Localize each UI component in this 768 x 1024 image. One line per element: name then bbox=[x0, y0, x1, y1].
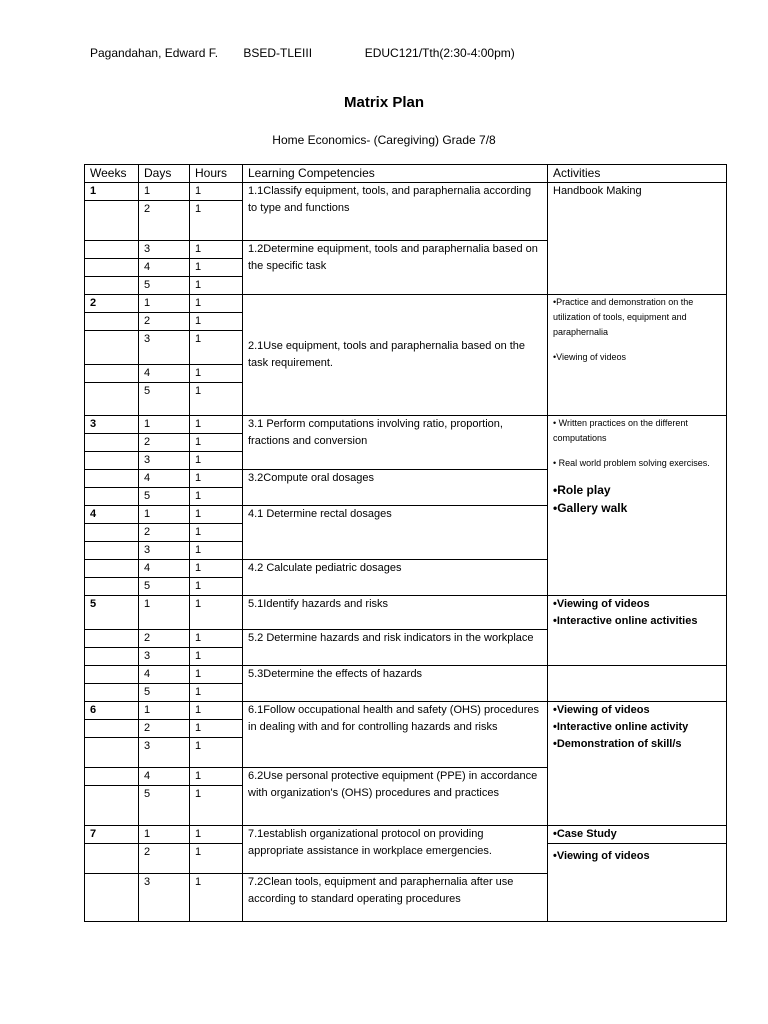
hour-cell: 1 bbox=[190, 666, 243, 684]
day-cell: 2 bbox=[139, 201, 190, 241]
hour-cell: 1 bbox=[190, 241, 243, 259]
hour-cell: 1 bbox=[190, 313, 243, 331]
week-cell bbox=[85, 383, 139, 416]
activity-item: •Demonstration of skill/s bbox=[553, 738, 682, 750]
activity-cell bbox=[548, 844, 727, 922]
document-header bbox=[90, 46, 515, 60]
week-cell: 1 bbox=[85, 183, 139, 201]
week-cell bbox=[85, 488, 139, 506]
hour-cell: 1 bbox=[190, 524, 243, 542]
competency-cell: 4.2 Calculate pediatric dosages bbox=[243, 560, 548, 596]
table-row bbox=[85, 826, 727, 844]
day-cell: 4 bbox=[139, 365, 190, 383]
student-name: Pagandahan, Edward F. bbox=[90, 46, 219, 60]
table-row bbox=[85, 666, 727, 684]
activity-item: •Viewing of videos bbox=[553, 704, 650, 716]
table-row bbox=[85, 596, 727, 630]
hour-cell: 1 bbox=[190, 259, 243, 277]
hour-cell: 1 bbox=[190, 874, 243, 922]
day-cell: 4 bbox=[139, 666, 190, 684]
hour-cell: 1 bbox=[190, 383, 243, 416]
hour-cell: 1 bbox=[190, 416, 243, 434]
week-cell bbox=[85, 874, 139, 922]
day-cell: 5 bbox=[139, 277, 190, 295]
hour-cell: 1 bbox=[190, 452, 243, 470]
activity-item: •Case Study bbox=[553, 828, 617, 840]
page-subtitle: Home Economics- (Caregiving) Grade 7/8 bbox=[272, 133, 496, 147]
activity-cell bbox=[548, 416, 727, 596]
header-hours: Hours bbox=[190, 165, 243, 183]
week-cell: 7 bbox=[85, 826, 139, 844]
hour-cell: 1 bbox=[190, 684, 243, 702]
week-cell bbox=[85, 331, 139, 365]
competency-cell: 5.3Determine the effects of hazards bbox=[243, 666, 548, 702]
header-days: Days bbox=[139, 165, 190, 183]
competency-cell: 1.2Determine equipment, tools and paraphernalia based on the specific task bbox=[243, 241, 548, 295]
table-row bbox=[85, 702, 727, 720]
activity-item: •Gallery walk bbox=[553, 501, 628, 515]
hour-cell: 1 bbox=[190, 295, 243, 313]
competency-cell: 6.2Use personal protective equipment (PPE) in accordance with organization's (OHS) procedures and practices bbox=[243, 768, 548, 826]
week-cell bbox=[85, 768, 139, 786]
hour-cell: 1 bbox=[190, 331, 243, 365]
week-cell bbox=[85, 470, 139, 488]
day-cell: 3 bbox=[139, 648, 190, 666]
activity-cell bbox=[548, 183, 727, 295]
activity-item: •Interactive online activities bbox=[553, 615, 698, 627]
day-cell: 5 bbox=[139, 383, 190, 416]
activity-cell bbox=[548, 596, 727, 666]
week-cell bbox=[85, 277, 139, 295]
hour-cell: 1 bbox=[190, 560, 243, 578]
hour-cell: 1 bbox=[190, 720, 243, 738]
hour-cell: 1 bbox=[190, 786, 243, 826]
week-cell: 5 bbox=[85, 596, 139, 630]
activity-item: • Written practices on the different computations bbox=[553, 418, 688, 443]
hour-cell: 1 bbox=[190, 470, 243, 488]
activity-item: Handbook Making bbox=[553, 185, 642, 197]
day-cell: 1 bbox=[139, 596, 190, 630]
hour-cell: 1 bbox=[190, 542, 243, 560]
day-cell: 4 bbox=[139, 560, 190, 578]
competency-cell: 4.1 Determine rectal dosages bbox=[243, 506, 548, 560]
activity-item: •Viewing of videos bbox=[553, 598, 650, 610]
day-cell: 4 bbox=[139, 470, 190, 488]
day-cell: 5 bbox=[139, 488, 190, 506]
header-weeks: Weeks bbox=[85, 165, 139, 183]
hour-cell: 1 bbox=[190, 434, 243, 452]
activity-item: • Real world problem solving exercises. bbox=[553, 458, 710, 468]
hour-cell: 1 bbox=[190, 648, 243, 666]
day-cell: 2 bbox=[139, 524, 190, 542]
day-cell: 2 bbox=[139, 720, 190, 738]
week-cell bbox=[85, 630, 139, 648]
competency-cell: 7.1establish organizational protocol on providing appropriate assistance in workplace emergencies. bbox=[243, 826, 548, 874]
page-title: Matrix Plan bbox=[343, 94, 425, 111]
week-cell bbox=[85, 578, 139, 596]
class-schedule: EDUC121/Tth(2:30-4:00pm) bbox=[364, 46, 515, 60]
competency-cell: 6.1Follow occupational health and safety (OHS) procedures in dealing with and for controlling hazards and risks bbox=[243, 702, 548, 768]
day-cell: 1 bbox=[139, 295, 190, 313]
competency-cell: 3.2Compute oral dosages bbox=[243, 470, 548, 506]
day-cell: 2 bbox=[139, 844, 190, 874]
hour-cell: 1 bbox=[190, 596, 243, 630]
hour-cell: 1 bbox=[190, 183, 243, 201]
activity-item: •Viewing of videos bbox=[553, 850, 650, 862]
week-cell bbox=[85, 666, 139, 684]
matrix-table bbox=[84, 164, 727, 922]
day-cell: 5 bbox=[139, 578, 190, 596]
week-cell: 2 bbox=[85, 295, 139, 313]
hour-cell: 1 bbox=[190, 578, 243, 596]
competency-cell: 3.1 Perform computations involving ratio, proportion, fractions and conversion bbox=[243, 416, 548, 470]
competency-cell: 2.1Use equipment, tools and paraphernalia based on the task requirement. bbox=[243, 295, 548, 416]
activity-item: •Practice and demonstration on the utilization of tools, equipment and paraphernalia bbox=[553, 297, 694, 337]
course-section: BSED-TLEIII bbox=[243, 46, 313, 60]
day-cell: 4 bbox=[139, 768, 190, 786]
hour-cell: 1 bbox=[190, 277, 243, 295]
week-cell bbox=[85, 738, 139, 768]
day-cell: 3 bbox=[139, 452, 190, 470]
day-cell: 1 bbox=[139, 183, 190, 201]
header-activities: Activities bbox=[548, 165, 727, 183]
week-cell bbox=[85, 365, 139, 383]
activity-item: •Role play bbox=[553, 483, 611, 497]
day-cell: 1 bbox=[139, 702, 190, 720]
week-cell bbox=[85, 720, 139, 738]
day-cell: 1 bbox=[139, 416, 190, 434]
day-cell: 1 bbox=[139, 826, 190, 844]
header-competencies: Learning Competencies bbox=[243, 165, 548, 183]
activity-item: •Viewing of videos bbox=[553, 352, 627, 362]
activity-item: •Interactive online activity bbox=[553, 721, 689, 733]
week-cell bbox=[85, 844, 139, 874]
table-header-row bbox=[85, 165, 727, 183]
hour-cell: 1 bbox=[190, 826, 243, 844]
hour-cell: 1 bbox=[190, 768, 243, 786]
hour-cell: 1 bbox=[190, 365, 243, 383]
day-cell: 3 bbox=[139, 542, 190, 560]
competency-cell: 5.1Identify hazards and risks bbox=[243, 596, 548, 630]
competency-cell: 7.2Clean tools, equipment and paraphernalia after use according to standard operating procedures bbox=[243, 874, 548, 922]
week-cell bbox=[85, 259, 139, 277]
hour-cell: 1 bbox=[190, 506, 243, 524]
activity-cell bbox=[548, 826, 727, 844]
competency-cell: 5.2 Determine hazards and risk indicators in the workplace bbox=[243, 630, 548, 666]
day-cell: 3 bbox=[139, 738, 190, 768]
table-row bbox=[85, 183, 727, 201]
day-cell: 5 bbox=[139, 786, 190, 826]
day-cell: 3 bbox=[139, 874, 190, 922]
hour-cell: 1 bbox=[190, 844, 243, 874]
day-cell: 1 bbox=[139, 506, 190, 524]
hour-cell: 1 bbox=[190, 630, 243, 648]
week-cell bbox=[85, 241, 139, 259]
hour-cell: 1 bbox=[190, 738, 243, 768]
week-cell bbox=[85, 560, 139, 578]
day-cell: 3 bbox=[139, 331, 190, 365]
week-cell bbox=[85, 648, 139, 666]
week-cell bbox=[85, 786, 139, 826]
activity-cell bbox=[548, 295, 727, 416]
competency-cell: 1.1Classify equipment, tools, and paraphernalia according to type and functions bbox=[243, 183, 548, 241]
week-cell bbox=[85, 542, 139, 560]
day-cell: 2 bbox=[139, 313, 190, 331]
week-cell bbox=[85, 201, 139, 241]
week-cell bbox=[85, 434, 139, 452]
hour-cell: 1 bbox=[190, 702, 243, 720]
activity-cell bbox=[548, 666, 727, 702]
week-cell: 6 bbox=[85, 702, 139, 720]
day-cell: 2 bbox=[139, 630, 190, 648]
day-cell: 4 bbox=[139, 259, 190, 277]
day-cell: 3 bbox=[139, 241, 190, 259]
hour-cell: 1 bbox=[190, 488, 243, 506]
table-row bbox=[85, 295, 727, 313]
hour-cell: 1 bbox=[190, 201, 243, 241]
day-cell: 5 bbox=[139, 684, 190, 702]
week-cell bbox=[85, 452, 139, 470]
week-cell: 4 bbox=[85, 506, 139, 524]
activity-cell bbox=[548, 702, 727, 826]
week-cell bbox=[85, 684, 139, 702]
table-row bbox=[85, 416, 727, 434]
week-cell bbox=[85, 313, 139, 331]
week-cell bbox=[85, 524, 139, 542]
day-cell: 2 bbox=[139, 434, 190, 452]
week-cell: 3 bbox=[85, 416, 139, 434]
